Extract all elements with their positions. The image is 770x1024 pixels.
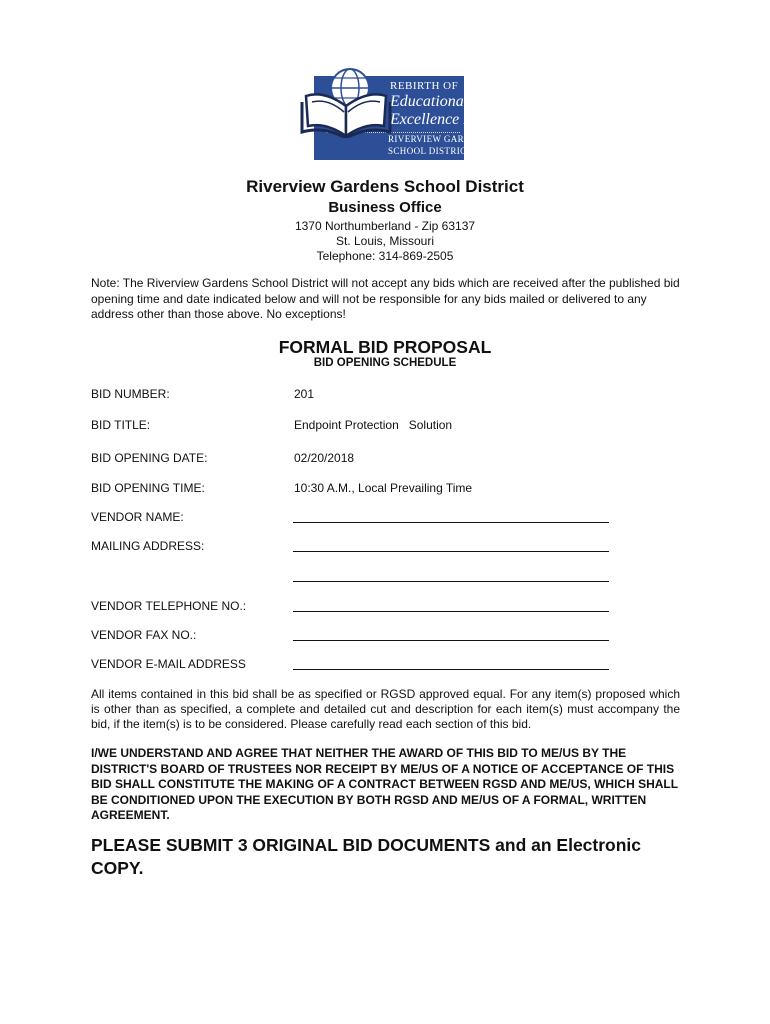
submit-instruction: PLEASE SUBMIT 3 ORIGINAL BID DOCUMENTS and an Electronic COPY. — [91, 835, 642, 878]
bid-opening-date-value: 02/20/2018 — [294, 451, 355, 465]
open-book-globe-icon — [300, 66, 392, 138]
mailing-address-label: MAILING ADDRESS: — [91, 539, 205, 553]
vendor-telephone-label: VENDOR TELEPHONE NO.: — [91, 599, 247, 613]
city-state: St. Louis, Missouri — [335, 234, 435, 248]
vendor-email-label: VENDOR E-MAIL ADDRESS — [91, 657, 246, 671]
vendor-email-field[interactable] — [293, 669, 609, 670]
logo-text-district: SCHOOL DISTRICT — [388, 146, 473, 156]
logo-text-educational: Educational — [390, 93, 469, 110]
bid-opening-time-label: BID OPENING TIME: — [91, 481, 205, 495]
vendor-telephone-field[interactable] — [293, 611, 609, 612]
vendor-fax-field[interactable] — [293, 640, 609, 641]
logo-text-riverview: RIVERVIEW GARDENS — [388, 134, 490, 144]
bid-opening-time-value: 10:30 A.M., Local Prevailing Time — [294, 481, 473, 495]
district-name: Riverview Gardens School District — [246, 177, 524, 196]
terms-paragraph: All items contained in this bid shall be as specified or RGSD approved equal. For any item(s) proposed which is other than as specified, a complete and detailed cut and description for each item(s) must accompany the bid, if the item(s) is to be considered. Please carefully read each section of this bid. — [91, 687, 680, 731]
agreement-statement: I/WE UNDERSTAND AND AGREE THAT NEITHER THE AWARD OF THIS BID TO ME/US BY THE DISTRICT'S BOARD OF TRUSTEES NOR RECEIPT BY ME/US OF A NOTICE OF ACCEPTANCE OF THIS BID SHALL CONSTITUTE THE MAKING OF A CONTRACT BETWEEN RGSD AND ME/US, WHICH SHALL BE CONDITIONED UPON THE EXECUTION BY BOTH RGSD AND ME/US OF A FORMAL, WRITTEN AGREEMENT. — [91, 746, 678, 822]
telephone: Telephone: 314-869-2505 — [316, 249, 454, 263]
proposal-title: FORMAL BID PROPOSAL — [278, 337, 492, 357]
late-bid-note: Note: The Riverview Gardens School District will not accept any bids which are received after the published bid opening time and date indicated below and will not be responsible for any bids mailed or delivered to any address other than those above. No exceptions! — [91, 276, 680, 321]
vendor-name-field[interactable] — [293, 522, 609, 523]
district-logo — [300, 66, 490, 162]
bid-title-value: Endpoint Protection Solution — [294, 418, 453, 432]
bid-number-label: BID NUMBER: — [91, 387, 170, 401]
mailing-address-field[interactable] — [293, 551, 609, 552]
office-name: Business Office — [328, 199, 442, 216]
bid-title-label: BID TITLE: — [91, 418, 151, 432]
vendor-fax-label: VENDOR FAX NO.: — [91, 628, 197, 642]
logo-text-rebirth: REBIRTH OF — [390, 80, 459, 92]
proposal-subtitle: BID OPENING SCHEDULE — [313, 357, 457, 369]
vendor-name-label: VENDOR NAME: — [91, 510, 184, 524]
mailing-address-field-line2[interactable] — [293, 581, 609, 582]
bid-opening-date-label: BID OPENING DATE: — [91, 451, 208, 465]
bid-number-value: 201 — [294, 387, 315, 401]
street-address: 1370 Northumberland - Zip 63137 — [294, 219, 476, 233]
logo-text-excellence: Excellence IN — [390, 111, 480, 128]
